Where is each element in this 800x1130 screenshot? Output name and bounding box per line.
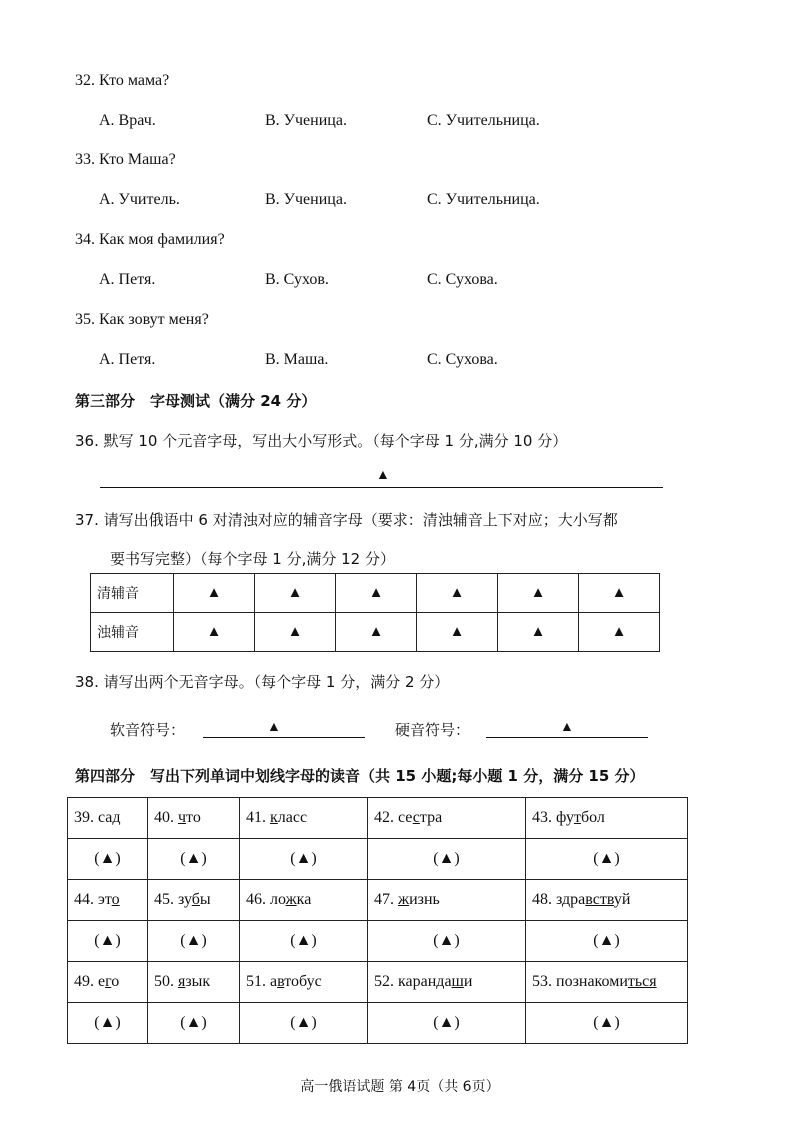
question-34-option-a: A. Петя. xyxy=(99,271,156,288)
word-cell: 46. ложка xyxy=(240,880,368,921)
answer-cell: ▲ xyxy=(174,574,255,613)
question-32-stem: 32. Кто мама? xyxy=(75,72,170,89)
word-cell: 50. язык xyxy=(148,962,240,1003)
word-cell: 41. класс xyxy=(240,798,368,839)
question-35-option-c: C. Сухова. xyxy=(427,351,498,368)
word-cell: 43. футбол xyxy=(526,798,688,839)
word-cell: 45. зубы xyxy=(148,880,240,921)
part4-title: 第四部分 写出下列单词中划线字母的读音（共 15 小题;每小题 1 分，满分 15 分） xyxy=(75,767,645,785)
question-34-stem: 34. Как моя фамилия? xyxy=(75,231,225,248)
answer-line xyxy=(100,487,663,488)
answer-cell: (▲) xyxy=(240,921,368,962)
word-cell: 49. его xyxy=(68,962,148,1003)
question-38-text: 38. 请写出两个无音字母。（每个字母 1 分，满分 2 分） xyxy=(75,673,450,691)
question-35-option-a: A. Петя. xyxy=(99,351,156,368)
answer-cell: (▲) xyxy=(526,1003,688,1044)
answer-cell: (▲) xyxy=(148,921,240,962)
answer-cell: ▲ xyxy=(579,574,660,613)
answer-cell: ▲ xyxy=(255,613,336,652)
question-37-line1: 37. 请写出俄语中 6 对清浊对应的辅音字母（要求：清浊辅音上下对应；大小写都 xyxy=(75,511,618,529)
word-cell: 52. карандаши xyxy=(368,962,526,1003)
answer-line xyxy=(486,737,648,738)
answer-line xyxy=(203,737,365,738)
answer-mark: ▲ xyxy=(376,468,390,483)
word-cell: 44. это xyxy=(68,880,148,921)
answer-cell: ▲ xyxy=(498,574,579,613)
answer-cell: ▲ xyxy=(336,613,417,652)
question-34-option-c: C. Сухова. xyxy=(427,271,498,288)
answer-cell: (▲) xyxy=(368,839,526,880)
voiceless-consonant-label: 清辅音 xyxy=(91,574,174,613)
question-32-option-b: B. Ученица. xyxy=(265,112,347,129)
answer-cell: ▲ xyxy=(336,574,417,613)
hard-sign-label: 硬音符号： xyxy=(395,721,471,739)
question-32-option-c: C. Учительница. xyxy=(427,112,540,129)
question-34-option-b: B. Сухов. xyxy=(265,271,329,288)
question-35-stem: 35. Как зовут меня? xyxy=(75,311,209,328)
answer-cell: (▲) xyxy=(68,839,148,880)
answer-cell: (▲) xyxy=(148,1003,240,1044)
part3-title: 第三部分 字母测试（满分 24 分） xyxy=(75,392,317,410)
answer-cell: ▲ xyxy=(579,613,660,652)
question-33-stem: 33. Кто Маша? xyxy=(75,151,176,168)
word-cell: 47. жизнь xyxy=(368,880,526,921)
consonant-pairs-table xyxy=(90,573,660,652)
answer-cell: (▲) xyxy=(148,839,240,880)
pronunciation-table xyxy=(67,797,688,1044)
question-36-text: 36. 默写 10 个元音字母，写出大小写形式。（每个字母 1 分,满分 10 分） xyxy=(75,432,568,450)
answer-cell: (▲) xyxy=(240,839,368,880)
question-33-option-b: B. Ученица. xyxy=(265,191,347,208)
word-cell: 40. что xyxy=(148,798,240,839)
answer-cell: (▲) xyxy=(526,921,688,962)
question-33-option-c: C. Учительница. xyxy=(427,191,540,208)
answer-cell: ▲ xyxy=(417,574,498,613)
answer-cell: ▲ xyxy=(417,613,498,652)
question-35-option-b: B. Маша. xyxy=(265,351,329,368)
answer-mark: ▲ xyxy=(560,720,574,735)
answer-cell: ▲ xyxy=(498,613,579,652)
question-37-line2: 要书写完整）（每个字母 1 分,满分 12 分） xyxy=(110,550,395,568)
word-cell: 53. познакомиться xyxy=(526,962,688,1003)
question-32-option-a: A. Врач. xyxy=(99,112,156,129)
page-footer: 高一俄语试题 第 4页（共 6页） xyxy=(300,1079,500,1095)
question-33-option-a: A. Учитель. xyxy=(99,191,180,208)
answer-cell: (▲) xyxy=(68,1003,148,1044)
answer-cell: ▲ xyxy=(255,574,336,613)
word-cell: 39. сад xyxy=(68,798,148,839)
answer-cell: (▲) xyxy=(68,921,148,962)
answer-cell: ▲ xyxy=(174,613,255,652)
answer-cell: (▲) xyxy=(368,921,526,962)
soft-sign-label: 软音符号： xyxy=(110,721,186,739)
answer-cell: (▲) xyxy=(240,1003,368,1044)
answer-mark: ▲ xyxy=(267,720,281,735)
word-cell: 51. автобус xyxy=(240,962,368,1003)
voiced-consonant-label: 浊辅音 xyxy=(91,613,174,652)
word-cell: 48. здравствуй xyxy=(526,880,688,921)
answer-cell: (▲) xyxy=(526,839,688,880)
word-cell: 42. сестра xyxy=(368,798,526,839)
answer-cell: (▲) xyxy=(368,1003,526,1044)
